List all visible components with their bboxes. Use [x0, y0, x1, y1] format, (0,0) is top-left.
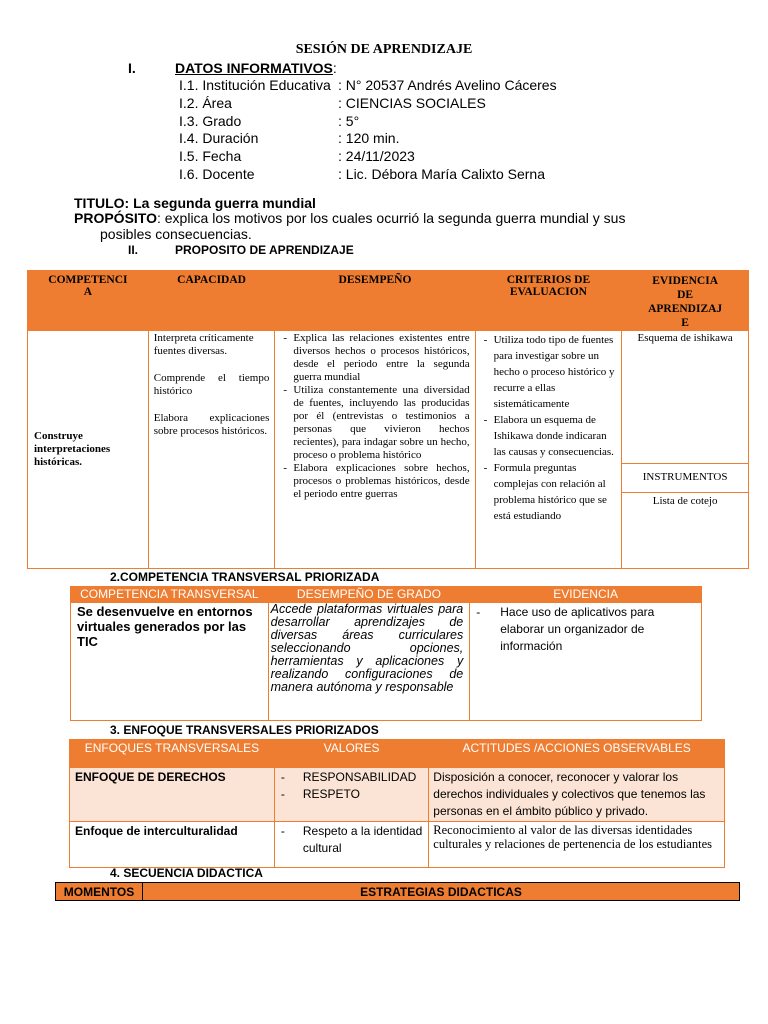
datos-value: : N° 20537 Andrés Avelino Cáceres	[338, 77, 557, 93]
header-enfoques: ENFOQUES TRANSVERSALES	[70, 740, 275, 768]
header-valores: VALORES	[274, 740, 428, 768]
datos-value: : 120 min.	[338, 130, 400, 146]
proposito-line	[74, 210, 664, 226]
valores-cell	[274, 822, 428, 868]
actitud-cell: Reconocimiento al valor de las diversas identidades culturales y relaciones de pertenencia de los estudiantes	[429, 822, 725, 868]
criterio-item: - Elabora un esquema de Ishikawa donde indicaran las causas y consecuencias.	[482, 412, 618, 460]
desempeno-item: - Explica las relaciones existentes entre diversos hechos o procesos históricos, desde el periodo entre la segunda guerra mundial	[281, 332, 469, 384]
header-capacidad: CAPACIDAD	[148, 271, 275, 331]
header-momentos: MOMENTOS	[56, 883, 143, 901]
datos-label: I.3. Grado	[179, 113, 242, 129]
datos-heading-colon: :	[332, 60, 337, 76]
section-heading: 4. SECUENCIA DIDACTICA	[110, 866, 263, 880]
datos-label: I.1. Institución Educativa	[179, 77, 331, 93]
desempeno-grado-cell: Accede plataformas virtuales para desarrollar aprendizajes de diversas áreas curriculares seleccionando opciones, herramientas y aplicaciones y realizando configuraciones de manera autónoma y responsable	[268, 603, 470, 721]
titulo-text: La segunda guerra mundial	[133, 195, 316, 211]
header-competencia-transversal: COMPETENCIA TRANSVERSAL	[71, 587, 269, 603]
competencia-transversal-table	[70, 586, 702, 721]
criterios-cell	[475, 331, 622, 569]
instrumento-value: Lista de cotejo	[652, 495, 718, 507]
titulo-line	[74, 195, 316, 211]
desempeno-item: - Elabora explicaciones sobre hechos, procesos o problemas históricos, desde el periodo entre guerras	[281, 462, 469, 501]
section-heading: 3. ENFOQUE TRANSVERSALES PRIORIZADOS	[110, 723, 379, 737]
datos-label: I.4. Duración	[179, 130, 259, 146]
proposito-text-cont: posibles consecuencias.	[100, 226, 252, 242]
datos-label: I.6. Docente	[179, 166, 255, 182]
datos-value: : Lic. Débora María Calixto Serna	[338, 166, 545, 182]
datos-label: I.5. Fecha	[179, 148, 242, 164]
header-estrategias: ESTRATEGIAS DIDACTICAS	[143, 883, 740, 901]
section-number: I.	[128, 60, 136, 76]
datos-heading-label: DATOS INFORMATIVOS	[175, 60, 333, 76]
capacidad-cell	[148, 331, 275, 569]
header-competencia: COMPETENCI A	[28, 271, 149, 331]
competencia-transversal-cell: Se desenvuelve en entornos virtuales generados por las TIC	[71, 603, 269, 721]
datos-label: I.2. Área	[179, 95, 232, 111]
titulo-label: TITULO:	[74, 195, 130, 211]
valor-item: - RESPONSABILIDAD	[280, 770, 417, 784]
criterio-item: - Formula preguntas complejas con relación al problema histórico que se está estudiando	[482, 460, 618, 524]
instrumentos-label: INSTRUMENTOS	[622, 463, 748, 493]
section-heading: 2.COMPETENCIA TRANSVERSAL PRIORIZADA	[110, 570, 380, 584]
valor-item: - Respeto a la identidad cultural	[280, 824, 423, 855]
enfoques-table	[69, 739, 725, 868]
criterio-item: - Utiliza todo tipo de fuentes para investigar sobre un hecho o proceso histórico y recurre a ellas sistemáticamente	[482, 332, 618, 412]
desempeno-item: - Utiliza constantemente una diversidad de fuentes, incluyendo las producidas por él (entrevistas o testimonios a personas que vivieron hechos recientes), para indagar sobre un hecho, proceso o problema histórico	[281, 384, 469, 462]
page-title: SESIÓN DE APRENDIZAJE	[295, 42, 473, 57]
capacidad-item: Interpreta críticamente fuentes diversas.	[153, 332, 254, 357]
header-desempeno: DESEMPEÑO	[275, 271, 475, 331]
evidencia-item: - Hace uso de aplicativos para elaborar un organizador de información	[476, 605, 655, 653]
enfoque-cell: Enfoque de interculturalidad	[70, 822, 275, 868]
capacidad-item: Elabora explicaciones sobre procesos históricos.	[153, 412, 270, 437]
secuencia-table	[55, 882, 740, 901]
datos-value: : 24/11/2023	[338, 148, 415, 164]
evidencia-cell	[470, 603, 702, 721]
header-evidencia: EVIDENCIA	[470, 587, 702, 603]
valores-cell	[274, 768, 428, 822]
desempeno-cell	[275, 331, 475, 569]
proposito-text: : explica los motivos por los cuales ocurrió la segunda guerra mundial y sus	[156, 210, 626, 226]
header-desempeno-grado: DESEMPEÑO DE GRADO	[268, 587, 470, 603]
enfoque-cell: ENFOQUE DE DERECHOS	[70, 768, 275, 822]
evidencia-cell	[622, 331, 749, 569]
proposito-table	[27, 270, 749, 569]
proposito-label: PROPÓSITO	[74, 210, 157, 226]
header-evidencia: EVIDENCIA DE APRENDIZAJ E	[622, 271, 749, 331]
actitud-cell: Disposición a conocer, reconocer y valorar los derechos individuales y colectivos que tenemos las personas en el ámbito público y privado.	[429, 768, 725, 822]
header-criterios: CRITERIOS DE EVALUACION	[475, 271, 622, 331]
section-number: II.	[128, 243, 139, 257]
capacidad-item: Comprende el tiempo histórico	[153, 372, 270, 397]
datos-heading	[175, 60, 337, 76]
datos-value: : 5°	[338, 113, 360, 129]
competencia-cell: Construye interpretaciones históricas.	[28, 331, 149, 569]
header-actitudes: ACTITUDES /ACCIONES OBSERVABLES	[429, 740, 725, 768]
section-heading: PROPOSITO DE APRENDIZAJE	[175, 243, 354, 257]
datos-value: : CIENCIAS SOCIALES	[338, 95, 486, 111]
evidencia-value: Esquema de ishikawa	[637, 332, 733, 344]
valor-item: - RESPETO	[280, 787, 361, 801]
